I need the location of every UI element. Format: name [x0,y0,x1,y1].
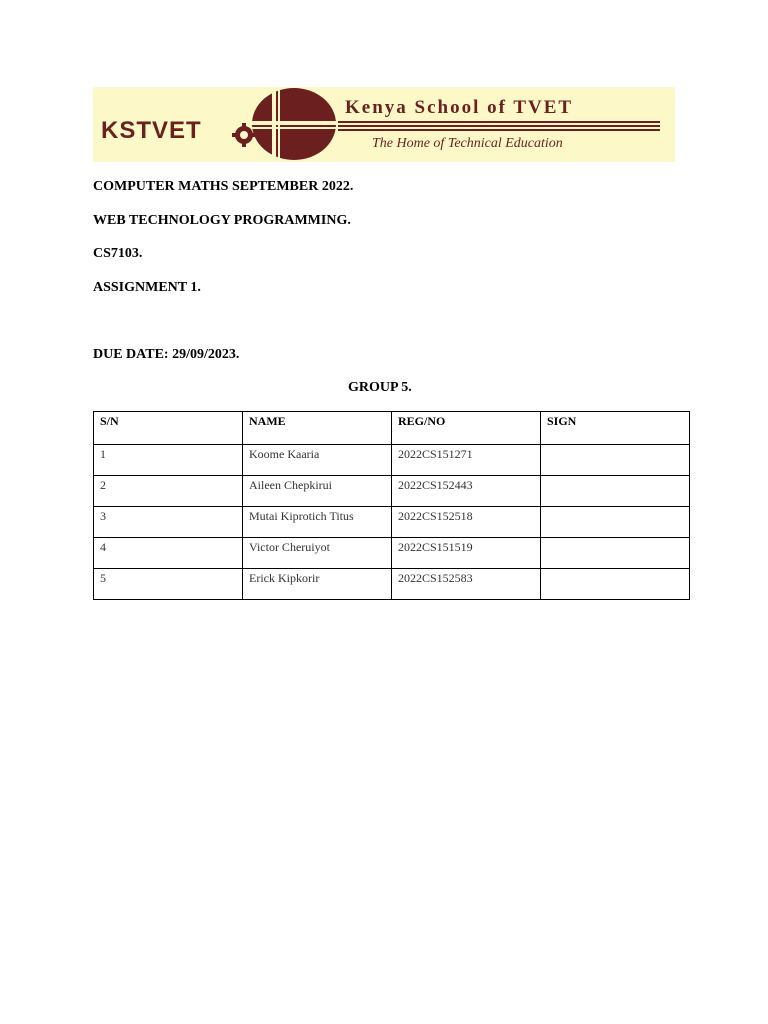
cell-sn: 1 [94,445,243,476]
cell-sn: 3 [94,507,243,538]
school-banner [93,87,675,162]
cell-reg-no: 2022CS152443 [392,476,541,507]
cell-name: Koome Kaaria [243,445,392,476]
table-row [94,476,690,507]
banner-logo-text: KSTVET [101,117,202,144]
code-heading: CS7103. [93,246,143,261]
group-members-table [93,411,690,600]
due-date-heading: DUE DATE: 29/09/2023. [93,347,240,362]
assignment-heading: ASSIGNMENT 1. [93,280,201,295]
cell-sn: 5 [94,569,243,600]
banner-title: Kenya School of TVET [345,97,574,118]
cell-reg-no: 2022CS151271 [392,445,541,476]
cell-sign [541,538,690,569]
course-heading: COMPUTER MATHS SEPTEMBER 2022. [93,179,354,194]
cell-reg-no: 2022CS152518 [392,507,541,538]
cell-name: Aileen Chepkirui [243,476,392,507]
cell-reg-no: 2022CS151519 [392,538,541,569]
banner-tagline: The Home of Technical Education [372,136,563,151]
table-row [94,569,690,600]
cell-name: Victor Cheruiyot [243,538,392,569]
unit-heading: WEB TECHNOLOGY PROGRAMMING. [93,213,351,228]
table-row [94,507,690,538]
gear-cross-emblem-icon [230,87,338,162]
group-title: GROUP 5. [348,380,412,395]
table-row [94,538,690,569]
cell-sign [541,445,690,476]
table-row [94,445,690,476]
cell-reg-no: 2022CS152583 [392,569,541,600]
table-header-row [94,412,690,445]
header-sn: S/N [94,412,243,445]
cell-name: Mutai Kiprotich Titus [243,507,392,538]
header-name: NAME [243,412,392,445]
header-sign: SIGN [541,412,690,445]
cell-name: Erick Kipkorir [243,569,392,600]
cell-sn: 2 [94,476,243,507]
cell-sign [541,476,690,507]
banner-divider-lines [338,121,660,133]
cell-sign [541,507,690,538]
cell-sign [541,569,690,600]
cell-sn: 4 [94,538,243,569]
header-reg-no: REG/NO [392,412,541,445]
